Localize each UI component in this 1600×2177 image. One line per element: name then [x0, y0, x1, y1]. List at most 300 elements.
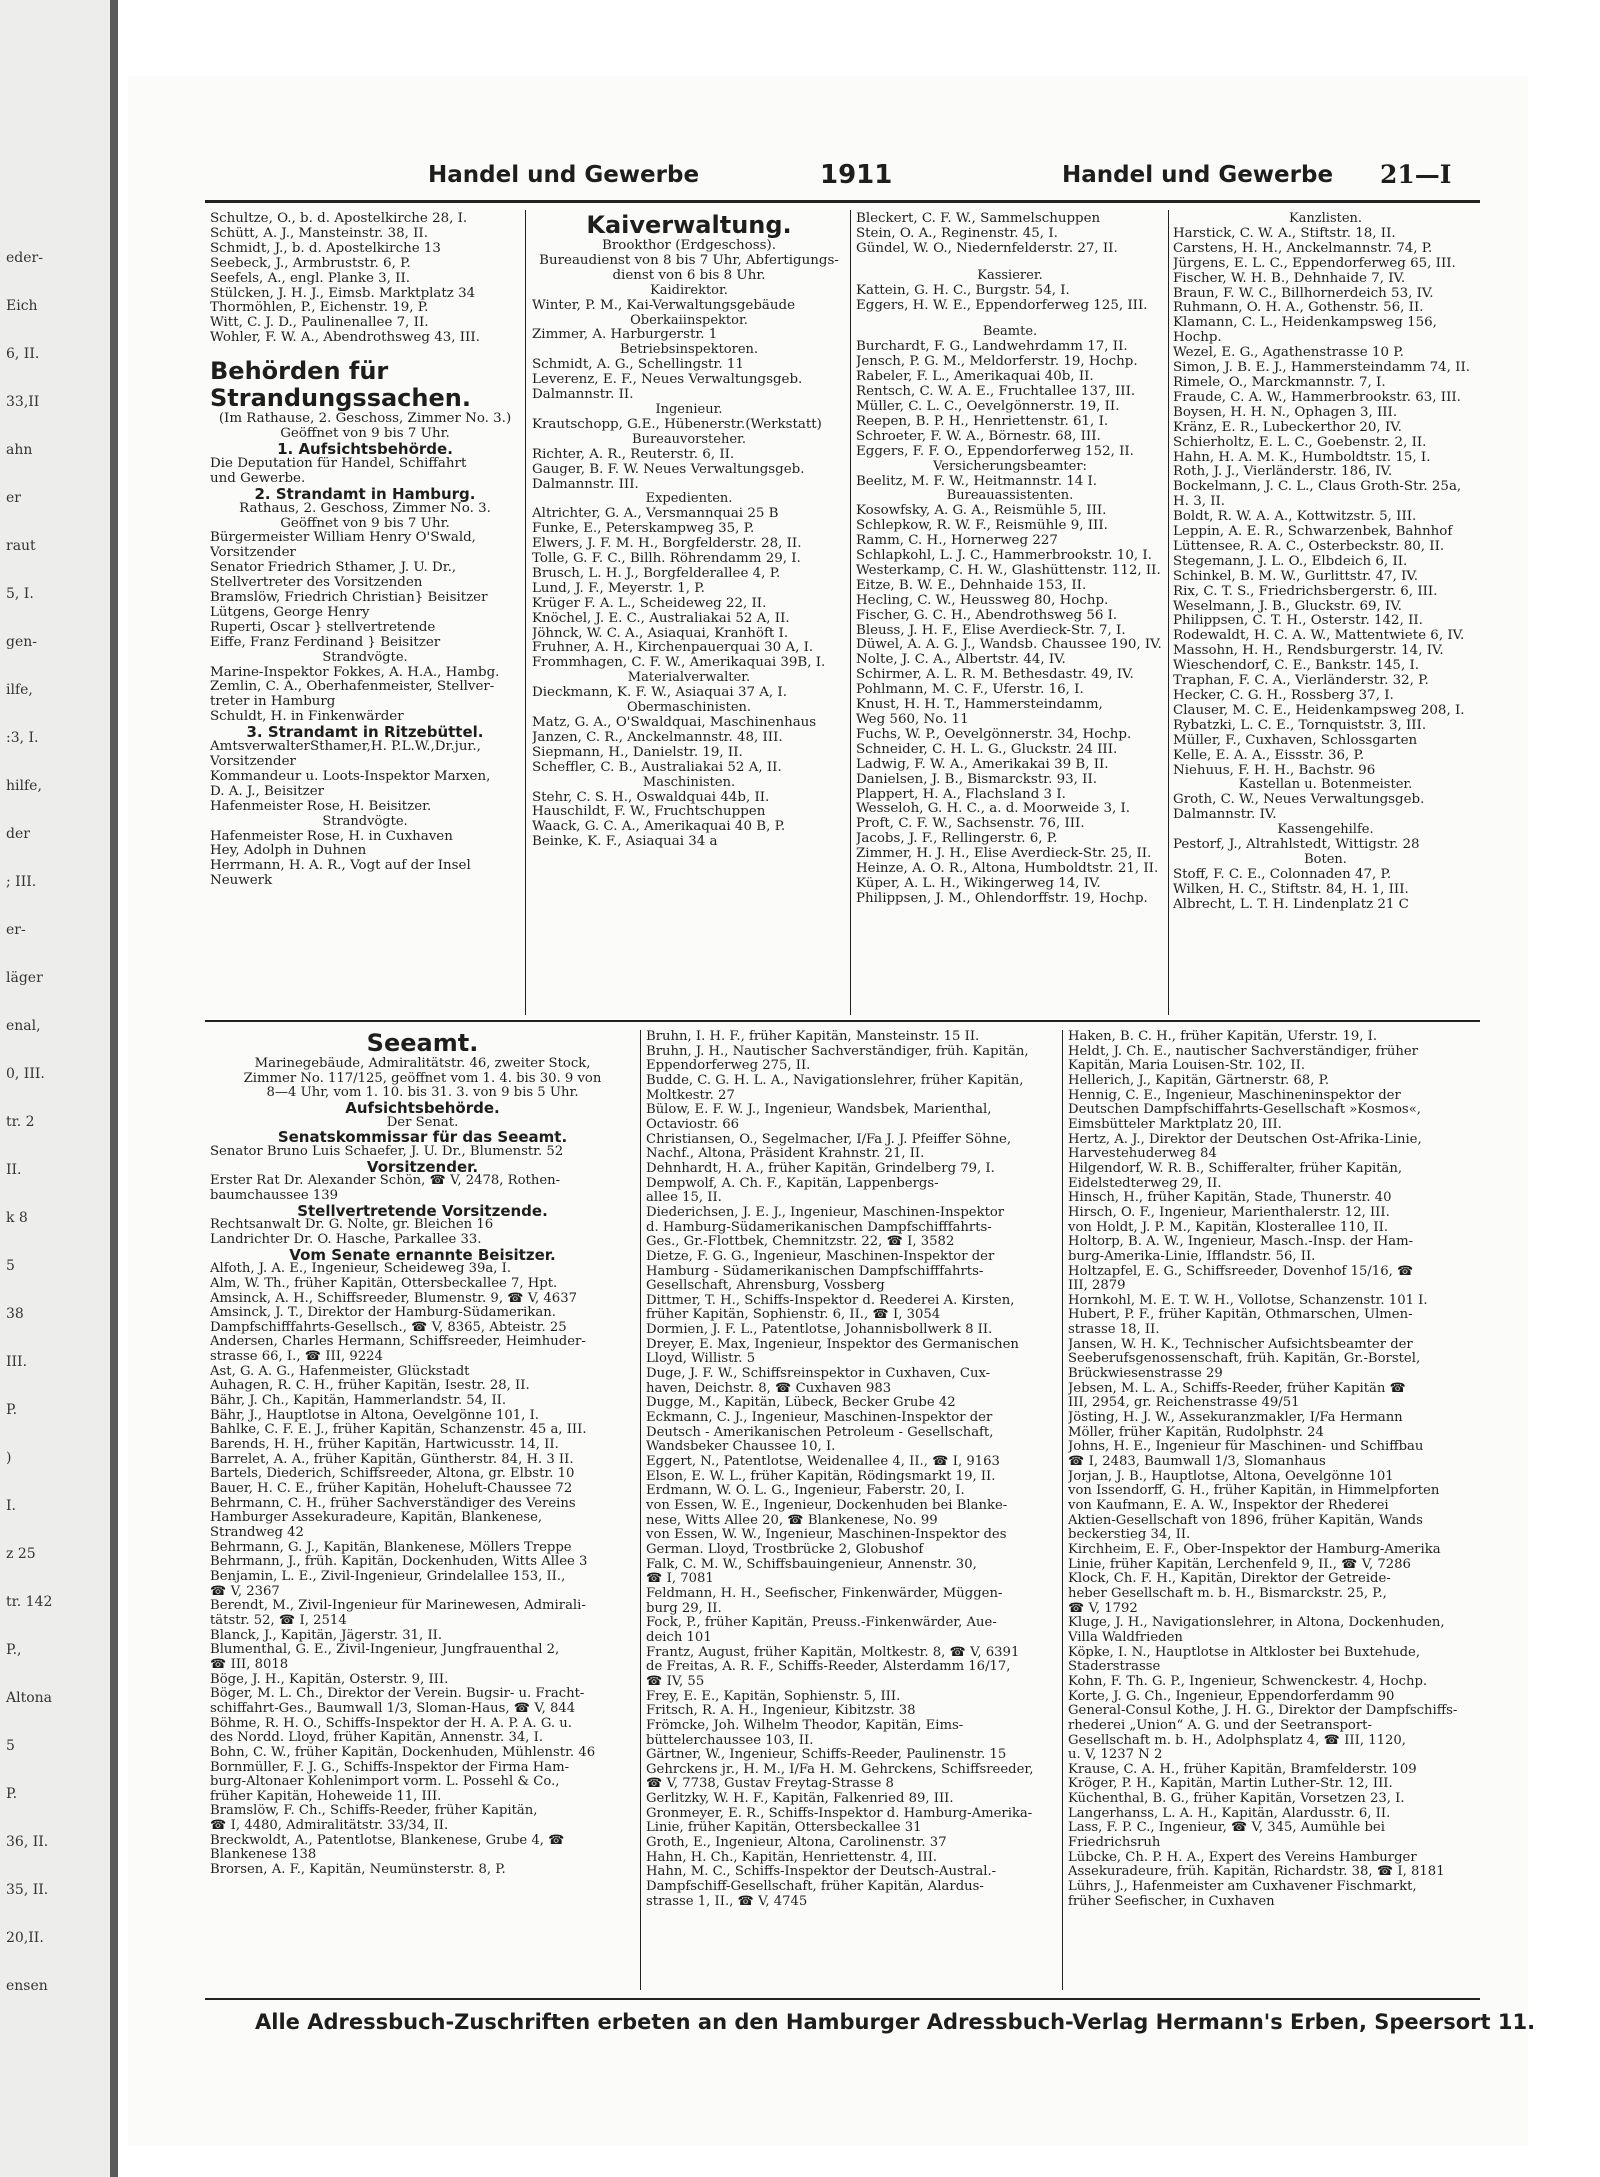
directory-entry: Schirmer, A. L. R. M. Bethesdastr. 49, IV. [856, 668, 1134, 683]
facing-page-fragment: 5, I. [6, 586, 34, 602]
directory-entry: Köpke, I. N., Hauptlotse in Altkloster bei Buxtehude, [1068, 1645, 1421, 1660]
directory-entry: Elson, E. W. L., früher Kapitän, Rödingsmarkt 19, II. [646, 1469, 996, 1484]
directory-entry: Matz, G. A., O'Swaldquai, Maschinenhaus [532, 716, 817, 730]
directory-entry: strasse 1, II., ☎ V, 4745 [646, 1894, 808, 1909]
facing-page-fragment: 33,II [6, 394, 40, 410]
directory-entry: Pestorf, J., Altrahlstedt, Wittigstr. 28 [1173, 838, 1420, 853]
facing-page-fragment: raut [6, 538, 36, 554]
directory-entry: Staderstrasse [1068, 1660, 1161, 1675]
directory-entry: Fischer, W. H. B., Dehnhaide 7, IV. [1173, 271, 1406, 286]
directory-entry: strasse 66, I., ☎ III, 9224 [210, 1350, 383, 1365]
directory-entry: Schmidt, A. G., Schellingstr. 11 [532, 358, 744, 373]
directory-entry: Weg 560, No. 11 [856, 713, 969, 727]
directory-entry: Rechtsanwalt Dr. G. Nolte, gr. Bleichen 16 [210, 1218, 494, 1233]
directory-entry: Lüttensee, R. A. C., Osterbeckstr. 80, II. [1173, 539, 1445, 554]
section-heading: Strandungssachen. [210, 385, 471, 413]
directory-entry: Siepmann, H., Danielstr. 19, II. [532, 745, 743, 760]
directory-entry: Richter, A. R., Reuterstr. 6, II. [532, 447, 735, 462]
directory-entry: Dormien, J. F. L., Patentlotse, Johannisbollwerk 8 II. [646, 1323, 993, 1338]
directory-entry: Rix, C. T. S., Friedrichsbergerstr. 6, III. [1173, 584, 1438, 599]
directory-entry: Moltkestr. 27 [646, 1088, 735, 1103]
directory-entry: Stellvertreter des Vorsitzenden [210, 576, 423, 591]
directory-entry: Bürgermeister William Henry O'Swald, [210, 531, 476, 546]
directory-entry: Bleuss, J. H. F., Elise Averdieck-Str. 7, I. [856, 623, 1126, 638]
directory-entry: nese, Witts Allee 20, ☎ Blankenese, No. 99 [646, 1513, 938, 1528]
directory-entry: Blumenthal, G. E., Zivil-Ingenieur, Jungfrauenthal 2, [210, 1643, 560, 1658]
directory-entry: Leverenz, E. F., Neues Verwaltungsgeb. [532, 373, 803, 388]
directory-entry: Krautschopp, G.E., Hübenerstr.(Werkstatt) [532, 417, 822, 432]
directory-entry: Herrmann, H. A. R., Vogt auf der Insel [210, 859, 471, 874]
section-heading: Expedienten. [645, 492, 733, 507]
section-heading: Aufsichtsbehörde. [345, 1100, 500, 1116]
directory-entry [856, 257, 1164, 269]
facing-page-fragment: er [6, 490, 21, 506]
directory-entry: Dampfschifffahrts-Gesellsch., ☎ V, 8365, Abteistr. 25 [210, 1320, 567, 1335]
section-heading: Materialverwalter. [627, 671, 751, 686]
facing-page-fragment: 20,II. [6, 1930, 44, 1946]
directory-entry: beckerstieg 34, II. [1068, 1528, 1191, 1543]
facing-page-fragment: läger [6, 970, 43, 986]
directory-entry: Wohler, F. W. A., Abendrothsweg 43, III. [210, 331, 480, 346]
directory-entry: früher Seefischer, in Cuxhaven [1068, 1894, 1275, 1909]
facing-page-fragment: Altona [6, 1690, 53, 1706]
directory-entry: Ramm, C. H., Hornerweg 227 [856, 534, 1058, 549]
directory-entry: Kapitän, Maria Louisen-Str. 102, II. [1068, 1059, 1306, 1074]
directory-entry: 8—4 Uhr, vom 1. 10. bis 31. 3. von 9 bis 5 Uhr. [266, 1086, 579, 1101]
directory-entry: Albrecht, L. T. H. Lindenplatz 21 C [1173, 897, 1409, 912]
directory-entry: Geöffnet von 9 bis 7 Uhr. [280, 516, 450, 531]
directory-entry: Groth, C. W., Neues Verwaltungsgeb. [1173, 793, 1425, 808]
facing-page-fragment: z 25 [6, 1546, 36, 1562]
facing-page-fragment: ; III. [6, 874, 37, 890]
directory-entry: Möller, früher Kapitän, Rudolphstr. 24 [1068, 1425, 1324, 1440]
directory-entry: Seeberufsgenossenschaft, früh. Kapitän, Gr.-Borstel, [1068, 1352, 1421, 1367]
directory-entry: Winter, P. M., Kai-Verwaltungsgebäude [532, 298, 796, 313]
facing-page-fragment: III. [6, 1354, 28, 1370]
directory-entry: Strandweg 42 [210, 1526, 304, 1540]
directory-entry: Hamburg - Südamerikanischen Dampfschifffahrts- [646, 1264, 984, 1279]
directory-entry: Danielsen, J. B., Bismarckstr. 93, II. [856, 772, 1097, 787]
directory-entry: Boysen, H. H. N., Ophagen 3, III. [1173, 405, 1398, 420]
directory-entry: Frey, E. E., Kapitän, Sophienstr. 5, III. [646, 1689, 901, 1704]
directory-entry: tätstr. 52, ☎ I, 2514 [210, 1613, 347, 1628]
directory-entry: Zimmer, H. J. H., Elise Averdieck-Str. 25, II. [856, 847, 1152, 862]
directory-entry: Gesellschaft, Ahrensburg, Vossberg [646, 1279, 885, 1294]
directory-entry: Böhme, R. H. O., Schiffs-Inspektor der H. A. P. A. G. u. [210, 1716, 572, 1731]
directory-entry: Amsinck, J. T., Direktor der Hamburg-Südamerikan. [210, 1306, 556, 1321]
directory-entry: Falk, C. M. W., Schiffsbauingenieur, Annenstr. 30, [646, 1557, 977, 1572]
directory-entry: Wilken, H. C., Stiftstr. 84, H. 1, III. [1173, 882, 1409, 897]
directory-entry: (Im Rathause, 2. Geschoss, Zimmer No. 3.) [218, 412, 512, 427]
directory-entry: Kröger, P. H., Kapitän, Martin Luther-Str. 12, III. [1068, 1777, 1393, 1792]
facing-page-fragment: ahn [6, 442, 33, 458]
directory-entry: Ruperti, Oscar } stellvertretende [210, 620, 436, 635]
directory-entry: Breckwoldt, A., Patentlotse, Blankenese, Grube 4, ☎ [210, 1833, 565, 1848]
section-heading: Senatskommissar für das Seeamt. [277, 1130, 568, 1145]
directory-entry: Jacobs, J. F., Rellingerstr. 6, P. [856, 832, 1058, 847]
directory-entry: Brusch, L. H. J., Borgfelderallee 4, P. [532, 566, 781, 581]
directory-entry: von Essen, W. E., Ingenieur, Dockenhuden bei Blanke- [646, 1499, 1008, 1513]
directory-entry: Eppendorferweg 275, II. [646, 1059, 811, 1074]
directory-entry: Philippsen, J. M., Ohlendorffstr. 19, Hochp. [856, 891, 1148, 906]
directory-entry: Berendt, M., Zivil-Ingenieur für Marinewesen, Admirali- [210, 1599, 586, 1614]
directory-entry: Dehnhardt, H. A., früher Kapitän, Grindelberg 79, I. [646, 1161, 995, 1176]
directory-entry: Korte, J. G. Ch., Ingenieur, Eppendorferdamm 90 [1068, 1689, 1395, 1704]
directory-entry: Fuchs, W. P., Oevelgönnerstr. 34, Hochp. [856, 727, 1132, 742]
directory-entry: ☎ IV, 55 [646, 1674, 705, 1689]
directory-entry: Massohn, H. H., Rendsburgerstr. 14, IV. [1173, 644, 1444, 659]
section-heading: Boten. [1304, 852, 1347, 867]
directory-entry: Klock, Ch. F. H., Kapitän, Direktor der Getreide- [1068, 1572, 1391, 1587]
directory-entry: Marinegebäude, Admiralitätstr. 46, zweiter Stock, [254, 1057, 591, 1071]
directory-entry: Küper, A. L. H., Wikingerweg 14, IV. [856, 876, 1101, 891]
directory-entry: Assekuradeure, früh. Kapitän, Richardstr. 38, ☎ I, 8181 [1068, 1865, 1445, 1880]
section-heading: Kassierer. [977, 268, 1043, 283]
directory-entry: Lührs, J., Hafenmeister am Cuxhavener Fischmarkt, [1068, 1880, 1417, 1895]
facing-page-fragment: 35, II. [6, 1882, 49, 1898]
directory-entry: Philippsen, C. T. H., Osterstr. 142, II. [1173, 614, 1423, 629]
directory-entry: Frommhagen, C. F. W., Amerikaquai 39B, I. [532, 656, 826, 671]
directory-entry: Linie, früher Kapitän, Lerchenfeld 9, II., ☎ V, 7286 [1068, 1557, 1411, 1572]
directory-entry: Ast, G. A. G., Hafenmeister, Glückstadt [210, 1364, 470, 1379]
directory-entry: Gronmeyer, E. R., Schiffs-Inspektor d. Hamburg-Amerika- [646, 1806, 1033, 1821]
directory-entry: Eggers, H. W. E., Eppendorferweg 125, III. [856, 298, 1148, 313]
section-heading: Kanzlisten. [1288, 212, 1363, 226]
directory-entry: Rentsch, C. W. A. E., Fruchtallee 137, III. [856, 385, 1136, 400]
directory-entry: Alm, W. Th., früher Kapitän, Ottersbeckallee 7, Hpt. [210, 1276, 558, 1291]
directory-entry: Erster Rat Dr. Alexander Schön, ☎ V, 2478, Rothen- [210, 1174, 561, 1189]
directory-entry: Seebeck, J., Armbruststr. 6, P. [210, 256, 411, 271]
directory-entry: Holtorp, B. A. W., Ingenieur, Masch.-Insp. der Ham- [1068, 1235, 1414, 1250]
directory-entry: strasse 18, II. [1068, 1323, 1160, 1338]
directory-entry: Hafenmeister Rose, H. in Cuxhaven [210, 829, 453, 844]
directory-entry: Elwers, J. F. M. H., Borgfelderstr. 28, II. [532, 537, 802, 552]
directory-entry: Friedrichsruh [1068, 1836, 1161, 1851]
directory-entry: Schultze, O., b. d. Apostelkirche 28, I. [210, 212, 468, 226]
facing-page-fragment: :3, I. [6, 730, 39, 746]
directory-entry: Rabeler, F. L., Amerikaquai 40b, II. [856, 370, 1094, 385]
facing-page-fragment: P. [6, 1786, 18, 1802]
facing-page-fragment: P. [6, 1402, 18, 1418]
section-heading: Betriebsinspektoren. [619, 343, 759, 358]
directory-entry: Nolte, J. C. A., Albertstr. 44, IV. [856, 653, 1066, 668]
directory-entry [856, 313, 1164, 325]
directory-entry: Barends, H. H., früher Kapitän, Hartwicusstr. 14, II. [210, 1438, 559, 1453]
directory-entry: Johns, H. E., Ingenieur für Maschinen- und Schiffbau [1068, 1440, 1424, 1455]
directory-entry: Dalmannstr. IV. [1173, 808, 1277, 823]
directory-entry: Müller, F., Cuxhaven, Schlossgarten [1173, 733, 1418, 748]
column-strandung [210, 212, 520, 889]
directory-entry: Stegemann, J. L. O., Elbdeich 6, II. [1173, 554, 1408, 569]
directory-entry: Budde, C. G. H. L. A., Navigationslehrer, früher Kapitän, [646, 1073, 1024, 1088]
directory-entry: früher Kapitän, Sophienstr. 6, II., ☎ I, 3054 [646, 1308, 941, 1323]
directory-entry: Heldt, J. Ch. E., nautischer Sachverständiger, früher [1068, 1044, 1418, 1059]
directory-entry: schiffahrt-Ges., Baumwall 1/3, Sloman-Haus, ☎ V, 844 [210, 1701, 576, 1716]
directory-entry: Vorsitzender [210, 755, 296, 769]
directory-entry: Niehuus, F. H. H., Bachstr. 96 [1173, 763, 1376, 778]
column-rule-2 [850, 210, 851, 1015]
directory-entry: Müller, C. L. C., Oevelgönnerstr. 19, II. [856, 399, 1120, 414]
facing-page-fragment: I. [6, 1498, 16, 1514]
directory-entry: Lloyd, Willistr. 5 [646, 1352, 756, 1367]
directory-entry: de Freitas, A. R. F., Schiffs-Reeder, Alsterdamm 16/17, [646, 1660, 1011, 1675]
section-heading: Vorsitzender. [366, 1159, 479, 1175]
section-heading: Bureauassistenten. [946, 489, 1074, 504]
directory-entry: Düwel, A. A. G. J., Wandsb. Chaussee 190, IV. [856, 638, 1162, 653]
directory-entry: Bähr, J., Hauptlotse in Altona, Oevelgönne 101, I. [210, 1408, 539, 1423]
directory-entry: Altrichter, G. A., Versmannquai 25 B [532, 507, 779, 522]
facing-page-fragment: hilfe, [6, 778, 42, 794]
directory-entry: Dalmannstr. III. [532, 477, 639, 492]
facing-page-fragment: 5 [6, 1738, 15, 1754]
directory-entry: Andersen, Charles Hermann, Schiffsreeder, Heimhuder- [210, 1335, 586, 1350]
column-rule-4 [640, 1030, 641, 1990]
directory-entry: deich 101 [646, 1630, 712, 1645]
directory-entry: Gehrckens jr., H. M., I/Fa H. M. Gehrckens, Schiffsreeder, [646, 1762, 1034, 1777]
directory-entry: Dietze, F. G. G., Ingenieur, Maschinen-Inspektor der [646, 1249, 995, 1264]
facing-page-fragment: 5 [6, 1258, 15, 1274]
directory-entry: Waack, G. C. A., Amerikaquai 40 B, P. [532, 820, 786, 835]
directory-entry: Bruhn, J. H., Nautischer Sachverständiger, früh. Kapitän, [646, 1044, 1029, 1059]
directory-entry: Benjamin, L. E., Zivil-Ingenieur, Grindelallee 153, II., [210, 1569, 566, 1584]
directory-entry: und Gewerbe. [210, 471, 306, 486]
directory-entry: Schuldt, H. in Finkenwärder [210, 710, 404, 725]
directory-entry: Lass, F. P. C., Ingenieur, ☎ V, 345, Aumühle bei [1068, 1821, 1385, 1836]
facing-page-fragment: 38 [6, 1306, 24, 1322]
directory-entry: burg-Altonaer Kohlenimport vorm. L. Possehl & Co., [210, 1775, 560, 1790]
directory-entry: Ladwig, F. W. A., Amerikakai 39 B, II. [856, 757, 1109, 772]
directory-entry: Harvestehuderweg 84 [1068, 1147, 1217, 1162]
directory-entry: Bauer, H. C. E., früher Kapitän, Hoheluft-Chaussee 72 [210, 1482, 573, 1497]
directory-entry: Hafenmeister Rose, H. Beisitzer. [210, 799, 432, 814]
directory-entry: von Holdt, J. P. M., Kapitän, Klosterallee 110, II. [1068, 1220, 1389, 1235]
page-header [300, 160, 1480, 200]
directory-entry: Eckmann, C. J., Ingenieur, Maschinen-Inspektor der [646, 1411, 993, 1426]
facing-page-fragment: tr. 2 [6, 1114, 35, 1130]
directory-entry: Jebsen, M. L. A., Schiffs-Reeder, früher Kapitän ☎ [1068, 1381, 1406, 1396]
directory-entry: Schmidt, J., b. d. Apostelkirche 13 [210, 241, 441, 256]
directory-entry: Schlepkow, R. W. F., Reismühle 9, III. [856, 519, 1108, 534]
directory-entry: Hey, Adolph in Duhnen [210, 844, 367, 859]
section-heading: Ingenieur. [655, 402, 723, 417]
directory-entry: Hilgendorf, W. R. B., Schifferalter, früher Kapitän, [1068, 1161, 1403, 1176]
page-number: 21—I [1380, 160, 1452, 189]
directory-entry: Fritsch, R. A. H., Ingenieur, Kibitzstr. 38 [646, 1704, 916, 1719]
directory-entry: Diederichsen, J. E. J., Ingenieur, Maschinen-Inspektor [646, 1205, 1005, 1220]
directory-entry: Hirsch, O. F., Ingenieur, Marienthalerstr. 12, III. [1068, 1205, 1390, 1220]
directory-entry: von Kaufmann, E. A. W., Inspektor der Rhederei [1068, 1499, 1389, 1513]
facing-page-fragment: tr. 142 [6, 1594, 53, 1610]
directory-entry: Beinke, K. F., Asiaquai 34 a [532, 835, 718, 850]
facing-page-fragment: ilfe, [6, 682, 33, 698]
facing-page-edge [0, 0, 118, 2177]
directory-entry: Erdmann, W. O. L. G., Ingenieur, Faberstr. 20, I. [646, 1484, 965, 1499]
directory-entry: Kosowfsky, A. G. A., Reismühle 5, III. [856, 504, 1107, 519]
directory-entry: früher Kapitän, Hoheweide 11, III. [210, 1789, 442, 1804]
directory-entry: u. V, 1237 N 2 [1068, 1748, 1163, 1763]
directory-entry: III, 2879 [1068, 1279, 1126, 1294]
directory-entry: Eggert, N., Patentlotse, Weidenallee 4, II., ☎ I, 9163 [646, 1455, 1000, 1470]
facing-page-fragment: 6, II. [6, 346, 40, 362]
section-heading: Kassengehilfe. [1277, 823, 1374, 838]
directory-entry: Jansen, W. H. K., Technischer Aufsichtsbeamter der [1068, 1337, 1413, 1352]
column-rule-5 [1062, 1030, 1063, 1990]
directory-entry: Eitze, B. W. E., Dehnhaide 153, II. [856, 578, 1087, 593]
directory-entry: Stülcken, J. H. J., Eimsb. Marktplatz 34 [210, 286, 476, 301]
directory-entry: Funke, E., Peterskampweg 35, P. [532, 522, 755, 537]
directory-entry: Jösting, H. J. W., Assekuranzmakler, I/Fa Hermann [1068, 1411, 1403, 1426]
section-heading: Stellvertretende Vorsitzende. [297, 1203, 548, 1219]
directory-entry: Christiansen, O., Segelmacher, I/Fa J. J. Pfeiffer Söhne, [646, 1132, 1012, 1147]
directory-entry: Senator Friedrich Sthamer, J. U. Dr., [210, 561, 457, 576]
facing-page-fragment: Eich [6, 298, 38, 314]
directory-entry: haven, Deichstr. 8, ☎ Cuxhaven 983 [646, 1381, 892, 1396]
directory-entry: Gärtner, W., Ingenieur, Schiffs-Reeder, Paulinenstr. 15 [646, 1748, 1007, 1763]
directory-entry: Bülow, E. F. W. J., Ingenieur, Wandsbek, Marienthal, [646, 1103, 992, 1118]
directory-entry: büttelerchaussee 103, II. [646, 1733, 814, 1748]
directory-entry: Proft, C. F. W., Sachsenstr. 76, III. [856, 817, 1085, 832]
directory-entry: Janzen, C. R., Anckelmannstr. 48, III. [532, 730, 783, 745]
directory-entry: Hecker, C. G. H., Rossberg 37, I. [1173, 689, 1394, 703]
directory-entry: ☎ V, 7738, Gustav Freytag-Strasse 8 [646, 1777, 894, 1792]
section-heading: Beamte. [982, 325, 1038, 340]
section-heading: Oberkaiinspektor. [630, 313, 748, 328]
directory-entry: Eimsbütteler Marktplatz 20, III. [1068, 1117, 1282, 1132]
directory-entry: baumchaussee 139 [210, 1188, 339, 1203]
directory-entry: Kommandeur u. Loots-Inspektor Marxen, [210, 769, 491, 784]
directory-entry: Hinsch, H., früher Kapitän, Stade, Thunerstr. 40 [1068, 1191, 1392, 1206]
column-seeamt [210, 1030, 635, 1878]
directory-entry: Barrelet, A. A., früher Kapitän, Güntherstr. 84, H. 3 II. [210, 1452, 574, 1467]
column-rule-1 [525, 210, 526, 1015]
directory-entry: ☎ I, 2483, Baumwall 1/3, Slomanhaus [1068, 1455, 1326, 1470]
directory-entry: Wesseloh, G. H. C., a. d. Moorweide 3, I. [856, 802, 1131, 817]
directory-entry: Geöffnet von 9 bis 7 Uhr. [280, 427, 450, 442]
directory-entry: von Issendorff, G. H., früher Kapitän, in Himmelpforten [1068, 1484, 1440, 1499]
facing-page-fragment: ) [6, 1450, 12, 1466]
directory-entry: H. 3, II. [1173, 495, 1226, 510]
directory-entry: Dieckmann, K. F. W., Asiaquai 37 A, I. [532, 686, 787, 701]
section-heading: Seeamt. [366, 1030, 479, 1057]
directory-entry: Lund, J. F., Meyerstr. 1, P. [532, 581, 705, 596]
directory-entry: Kelle, E. A. A., Eissstr. 36, P. [1173, 748, 1365, 763]
directory-entry: Senator Bruno Luis Schaefer, J. U. Dr., Blumenstr. 52 [210, 1144, 564, 1159]
column-kaiverwaltung-staff [856, 212, 1164, 907]
directory-entry: Octaviostr. 66 [646, 1117, 740, 1132]
directory-entry: Beelitz, M. F. W., Heitmannstr. 14 I. [856, 474, 1098, 489]
directory-entry: Harstick, C. W. A., Stiftstr. 18, II. [1173, 226, 1396, 241]
header-rule [205, 200, 1480, 203]
directory-entry: Schroeter, F. W. A., Börnestr. 68, III. [856, 429, 1101, 444]
directory-entry: Carstens, H. H., Anckelmannstr. 74, P. [1173, 241, 1433, 256]
directory-entry: Braun, F. W. C., Billhornerdeich 53, IV. [1173, 286, 1434, 301]
directory-entry: Eggers, F. F. O., Eppendorferweg 152, II. [856, 444, 1134, 459]
directory-entry: Linie, früher Kapitän, Ottersbeckallee 31 [646, 1821, 922, 1836]
directory-entry: Marine-Inspektor Fokkes, A. H.A., Hambg. [210, 665, 500, 680]
directory-entry: Auhagen, R. C. H., früher Kapitän, Isestr. 28, II. [210, 1379, 530, 1394]
directory-entry: Seefels, A., engl. Planke 3, II. [210, 271, 410, 286]
directory-entry: Witt, C. J. D., Paulinenallee 7, II. [210, 316, 429, 331]
directory-entry: ☎ V, 2367 [210, 1584, 280, 1599]
column-beisitzer-b-h [646, 1030, 1058, 1909]
directory-entry: Schütt, A. J., Mansteinstr. 38, II. [210, 226, 428, 241]
directory-entry: Stein, O. A., Reginenstr. 45, I. [856, 226, 1058, 241]
facing-page-fragment: k 8 [6, 1210, 28, 1226]
directory-entry: Hornkohl, M. E. T. W. H., Vollotse, Schanzenstr. 101 I. [1068, 1293, 1428, 1308]
directory-entry: Frantz, August, früher Kapitän, Moltkestr. 8, ☎ V, 6391 [646, 1645, 1020, 1660]
header-left-title: Handel und Gewerbe [428, 162, 700, 188]
directory-entry: Böger, M. L. Ch., Direktor der Verein. Bugsir- u. Fracht- [210, 1687, 585, 1702]
section-heading: Kastellan u. Botenmeister. [1238, 778, 1413, 793]
directory-entry: Jensch, P. G. M., Meldorferstr. 19, Hochp. [856, 355, 1138, 370]
section-rule [205, 1020, 1480, 1022]
directory-entry: Deutsch - Amerikanischen Petroleum - Gesellschaft, [646, 1425, 994, 1440]
directory-entry: Behrmann, G. J., Kapitän, Blankenese, Möllers Treppe [210, 1540, 572, 1555]
section-heading: Behörden für [210, 358, 389, 386]
directory-entry: Thormöhlen, P., Eichenstr. 19, P. [210, 301, 429, 316]
directory-entry: Fock, P., früher Kapitän, Preuss.-Finkenwärder, Aue- [646, 1616, 997, 1631]
directory-entry: Aktien-Gesellschaft von 1896, früher Kapitän, Wands [1068, 1513, 1423, 1528]
directory-entry: Lütgens, George Henry [210, 605, 370, 620]
directory-entry: treter in Hamburg [210, 695, 336, 710]
directory-entry: Fruhner, A. H., Kirchenpauerquai 30 A, I. [532, 641, 814, 656]
directory-entry: Simon, J. B. E. J., Hammersteindamm 74, II. [1173, 361, 1470, 376]
directory-entry: Feldmann, H. H., Seefischer, Finkenwärder, Müggen- [646, 1586, 1003, 1601]
directory-entry: Tolle, G. F. C., Billh. Röhrendamm 29, I. [532, 552, 801, 567]
directory-entry: Kattein, G. H. C., Burgstr. 54, I. [856, 283, 1070, 298]
directory-entry: Brorsen, A. F., Kapitän, Neumünsterstr. 8, P. [210, 1863, 506, 1878]
directory-entry: Pohlmann, M. C. F., Uferstr. 16, I. [856, 683, 1084, 698]
directory-entry: Rimele, O., Marckmannstr. 7, I. [1173, 375, 1386, 390]
directory-entry: von Essen, W. W., Ingenieur, Maschinen-Inspektor des [646, 1528, 1007, 1543]
directory-entry: Weselmann, J. B., Gluckstr. 69, IV. [1173, 599, 1402, 614]
directory-entry: ☎ I, 4480, Admiralitätstr. 33/34, II. [210, 1819, 449, 1834]
directory-entry: d. Hamburg-Südamerikanischen Dampfschifffahrts- [646, 1220, 992, 1235]
directory-entry: Jöhnck, W. C. A., Asiaquai, Kranhöft I. [532, 626, 789, 641]
directory-entry: Vorsitzender [210, 546, 296, 561]
column-rule-3 [1168, 210, 1169, 1015]
directory-entry: Burchardt, F. G., Landwehrdamm 17, II. [856, 340, 1128, 355]
directory-entry: Alfoth, J. A. E., Ingenieur, Scheideweg 39a, I. [210, 1262, 512, 1277]
directory-entry: Eiffe, Franz Ferdinand } Beisitzer [210, 635, 441, 650]
section-heading: Maschinisten. [642, 775, 736, 790]
column-kanzlisten [1173, 212, 1478, 913]
directory-entry: Frömcke, Joh. Wilhelm Theodor, Kapitän, Eims- [646, 1718, 964, 1733]
directory-entry: Rybatzki, L. C. E., Tornquiststr. 3, III. [1173, 718, 1427, 733]
directory-entry: Lübcke, Ch. P. H. A., Expert des Vereins Hamburger [1068, 1850, 1417, 1865]
directory-entry: Bramslöw, Friedrich Christian} Beisitzer [210, 591, 488, 606]
directory-entry: Dalmannstr. II. [532, 388, 634, 403]
directory-entry: Hahn, H. Ch., Kapitän, Henriettenstr. 4, III. [646, 1850, 938, 1865]
directory-entry: Kluge, J. H., Navigationslehrer, in Altona, Dockenhuden, [1068, 1616, 1445, 1631]
directory-entry: Scheffler, C. B., Australiakai 52 A, II. [532, 760, 782, 775]
directory-entry: Blanck, J., Kapitän, Jägerstr. 31, II. [210, 1628, 443, 1643]
directory-entry: Behrmann, C. H., früher Sachverständiger des Vereins [210, 1496, 576, 1511]
directory-entry: Holtzapfel, E. G., Schiffsreeder, Dovenhof 15/16, ☎ [1068, 1264, 1414, 1279]
directory-entry: Leppin, A. E. R., Schwarzenbek, Bahnhof [1173, 525, 1453, 540]
facing-page-fragment: er- [6, 922, 26, 938]
directory-entry: Roth, J. J., Vierländerstr. 186, IV. [1173, 465, 1393, 480]
directory-entry: Hamburger Assekuradeure, Kapitän, Blankenese, [210, 1511, 543, 1526]
directory-entry: Bureaudienst von 8 bis 7 Uhr, Abfertigungs- [539, 253, 839, 268]
directory-entry: Bartels, Diederich, Schiffsreeder, Altona, gr. Elbstr. 10 [210, 1467, 575, 1482]
directory-entry: Hahn, H. A. M. K., Humboldtstr. 15, I. [1173, 450, 1431, 465]
directory-entry: Villa Waldfrieden [1068, 1630, 1183, 1645]
directory-entry: Bruhn, I. H. F., früher Kapitän, Mansteinstr. 15 II. [646, 1030, 980, 1044]
section-heading: 3. Strandamt in Ritzebüttel. [246, 725, 484, 741]
directory-entry: Hubert, P. F., früher Kapitän, Othmarschen, Ulmen- [1068, 1308, 1413, 1323]
directory-entry: Langerhanss, L. A. H., Kapitän, Alardusstr. 6, II. [1068, 1806, 1391, 1821]
